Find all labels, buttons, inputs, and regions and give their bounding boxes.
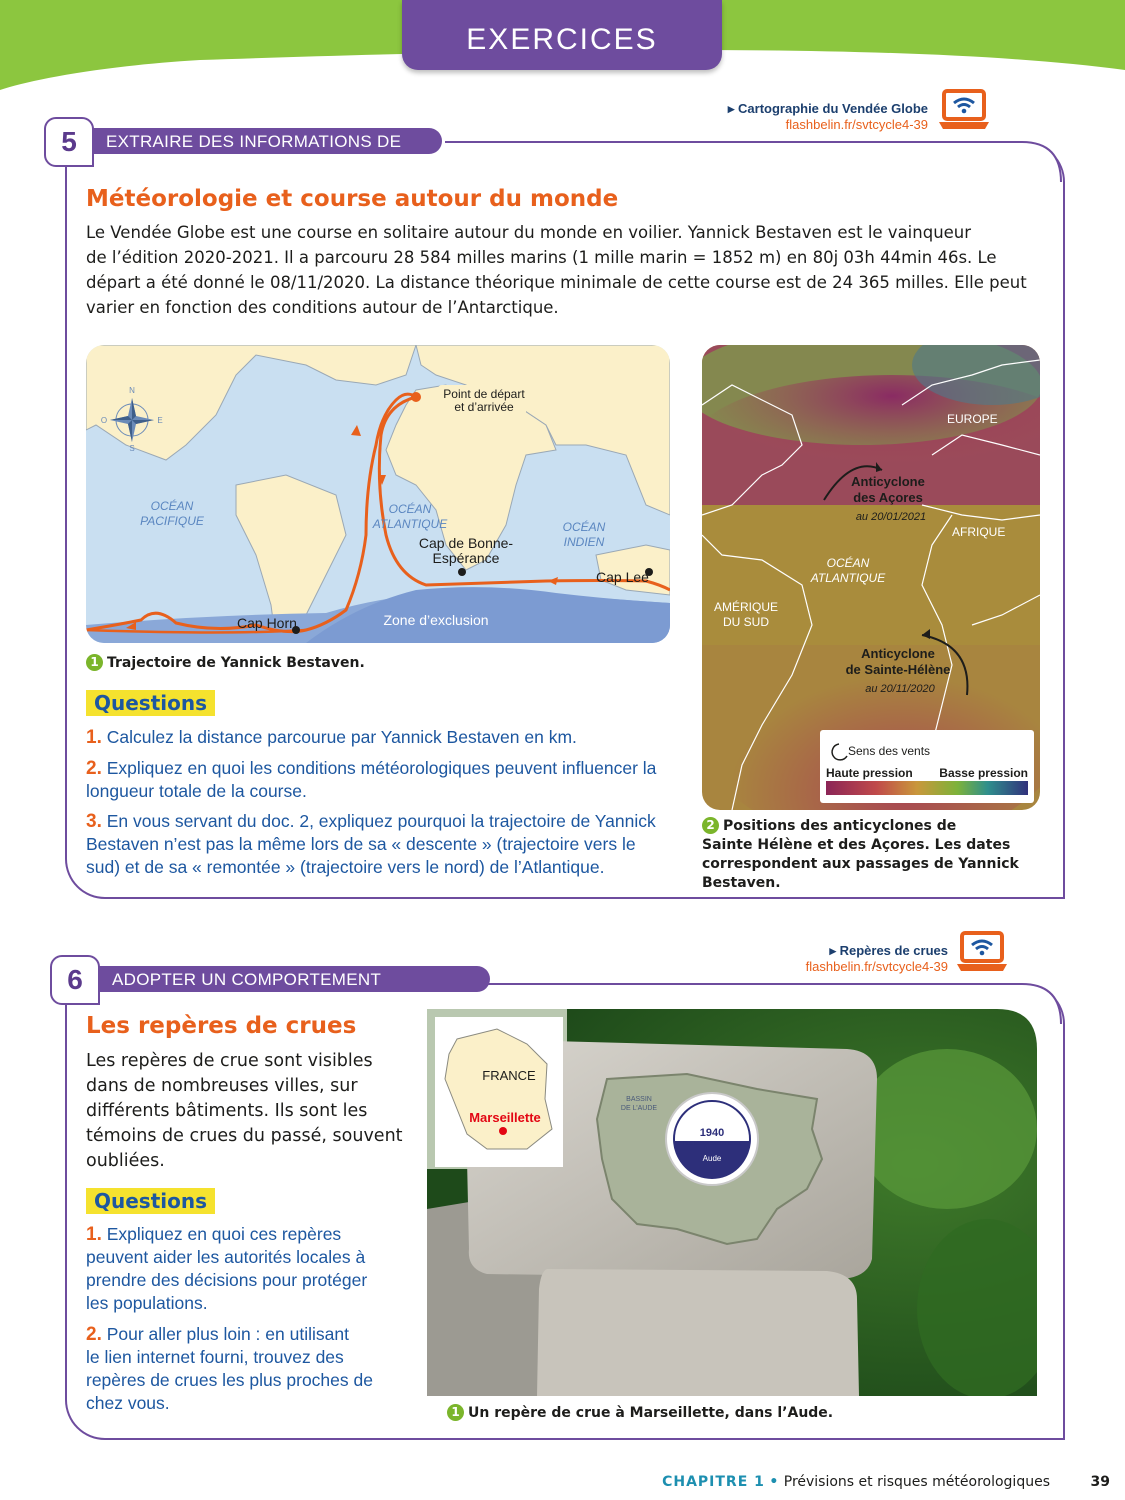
- label-ocean-pacifique-2: PACIFIQUE: [140, 514, 204, 528]
- label-acores-date: au 20/01/2021: [855, 511, 927, 523]
- section6-question-2: 2. Pour aller plus loin : en utilisant le lien internet fourni, trouvez des repères de crues les plus proches de chez vous.: [86, 1324, 373, 1413]
- web-link-url[interactable]: flashbelin.fr/svtcycle4-39: [785, 117, 928, 132]
- laptop-wifi-icon[interactable]: [938, 88, 990, 132]
- label-europe: EUROPE: [947, 412, 998, 426]
- section5-title: Météorologie et course autour du monde: [86, 186, 619, 212]
- compass-s: S: [129, 444, 135, 453]
- plaque-region-1: BASSIN: [626, 1096, 652, 1103]
- label-depart-1: Point de départ: [443, 387, 525, 401]
- label-cap-bonne-2: Espérance: [432, 550, 500, 566]
- web-link-vendee-globe[interactable]: ▸ Cartographie du Vendée Globe flashbelin.fr/svtcycle4-39: [640, 101, 928, 133]
- label-afrique: AFRIQUE: [952, 525, 1006, 539]
- section6-question-1: 1. Expliquez en quoi ces repères peuvent aider les autorités locales à prendre des décisions pour protéger les populations.: [86, 1224, 368, 1313]
- section5-intro: Le Vendée Globe est une course en solitaire autour du monde en voilier. Yannick Bestaven est le vainqueur de l’édition 2020-2021. Il a parcouru 28 584 milles marins (1 mille marin = 1852 m) en 80j 03h 44min 46s. Le départ a été donné le 08/11/2020. La distance théorique minimale de cette course est de 24 365 milles. Elle peut varier en fonction des conditions autour de l’Antarctique.: [86, 223, 1027, 317]
- compass-n: N: [129, 386, 135, 395]
- label-cap-bonne-1: Cap de Bonne-: [418, 535, 514, 551]
- doc1-caption: 1 Trajectoire de Yannick Bestaven.: [86, 654, 365, 673]
- label-ocean-1: OCÉAN: [826, 556, 870, 570]
- doc2-number: 2: [702, 817, 719, 834]
- compass-e: E: [157, 416, 163, 425]
- label-ocean-atlantique-1: OCÉAN: [388, 502, 432, 516]
- exercise-number-6: 6: [50, 955, 100, 1005]
- label-depart-2: et d’arrivée: [454, 400, 514, 414]
- legend-high: Haute pression: [826, 766, 913, 780]
- laptop-wifi-icon[interactable]: [956, 930, 1008, 974]
- doc1-number: 1: [86, 654, 103, 671]
- label-ocean-pacifique-1: OCÉAN: [150, 499, 194, 513]
- section6-questions-label: Questions: [86, 1188, 215, 1214]
- label-helene-2: de Sainte-Hélène: [845, 662, 951, 677]
- label-cap-horn: Cap Horn: [237, 615, 297, 631]
- label-acores-1: Anticyclone: [851, 474, 925, 489]
- header-title: EXERCICES: [402, 0, 722, 70]
- label-amerique-2: DU SUD: [722, 615, 770, 629]
- label-ocean-indien-1: OCÉAN: [562, 520, 606, 534]
- inset-country: FRANCE: [482, 1068, 536, 1083]
- legend-low: Basse pression: [939, 766, 1028, 780]
- section5-question-2: 2. Expliquez en quoi les conditions météorologiques peuvent influencer la longueur totale de la course.: [86, 758, 657, 801]
- label-ocean-indien-2: INDIEN: [563, 535, 605, 549]
- web-link-label: Repères de crues: [839, 943, 948, 958]
- web-link-label: Cartographie du Vendée Globe: [738, 101, 928, 116]
- compass-o: O: [100, 416, 108, 425]
- label-helene-date: au 20/11/2020: [865, 683, 935, 695]
- section5-questions-label: Questions: [86, 690, 215, 716]
- plaque-year: 1940: [699, 1127, 725, 1139]
- section6-doc1-number: 1: [447, 1404, 464, 1421]
- section5-question-1: 1. Calculez la distance parcourue par Yannick Bestaven en km.: [86, 727, 577, 748]
- inset-town: Marseillette: [469, 1110, 541, 1125]
- label-zone-exclusion: Zone d’exclusion: [383, 612, 489, 628]
- label-helene-1: Anticyclone: [861, 646, 935, 661]
- page-number: 39: [1090, 1474, 1110, 1490]
- flood-marker-photo: [427, 1009, 1037, 1396]
- footer-chapter: CHAPITRE 1 • Prévisions et risques météorologiques: [662, 1474, 1050, 1490]
- doc2-caption: 2 Positions des anticyclones de Sainte Hélène et des Açores. Les dates correspondent aux passages de Yannick Bestaven.: [702, 818, 1019, 891]
- label-acores-2: des Açores: [853, 490, 923, 505]
- web-link-url[interactable]: flashbelin.fr/svtcycle4-39: [805, 959, 948, 974]
- label-amerique-1: AMÉRIQUE: [713, 600, 779, 614]
- section6-skill-title: ADOPTER UN COMPORTEMENT RESPONSABLE: [98, 966, 490, 992]
- plaque-subtitle: Plus hautes eaux connues: [682, 1141, 742, 1147]
- section5-skill-title: EXTRAIRE DES INFORMATIONS DE CARTES: [92, 128, 442, 154]
- label-ocean-2: ATLANTIQUE: [810, 571, 886, 585]
- label-cap-lee: Cap Lee: [596, 569, 649, 585]
- section6-doc1-caption: 1 Un repère de crue à Marseillette, dans l’Aude.: [447, 1404, 833, 1423]
- doc1-trajectory-map: [86, 345, 670, 643]
- web-link-reperes-crues[interactable]: ▸ Repères de crues flashbelin.fr/svtcycle4-39: [720, 943, 948, 975]
- section6-title: Les repères de crues: [86, 1013, 357, 1039]
- doc2-pressure-map: [702, 345, 1040, 810]
- legend-winds: Sens des vents: [848, 744, 931, 758]
- section5-question-3: 3. En vous servant du doc. 2, expliquez pourquoi la trajectoire de Yannick Bestaven n’est pas la même lors de sa « descente » (trajectoire vers le sud) et de sa « remontée » (trajectoire vers le nord) de l’Atlantique.: [86, 811, 656, 877]
- exercise-number-5: 5: [44, 117, 94, 167]
- label-ocean-atlantique-2: ATLANTIQUE: [372, 517, 448, 531]
- plaque-region-2: DE L’AUDE: [620, 1105, 658, 1112]
- section6-intro: Les repères de crue sont visibles dans de nombreuses villes, sur différents bâtiments. Ils sont les témoins de crues du passé, souvent oubliées.: [86, 1051, 403, 1171]
- plaque-river: Aude: [702, 1154, 722, 1163]
